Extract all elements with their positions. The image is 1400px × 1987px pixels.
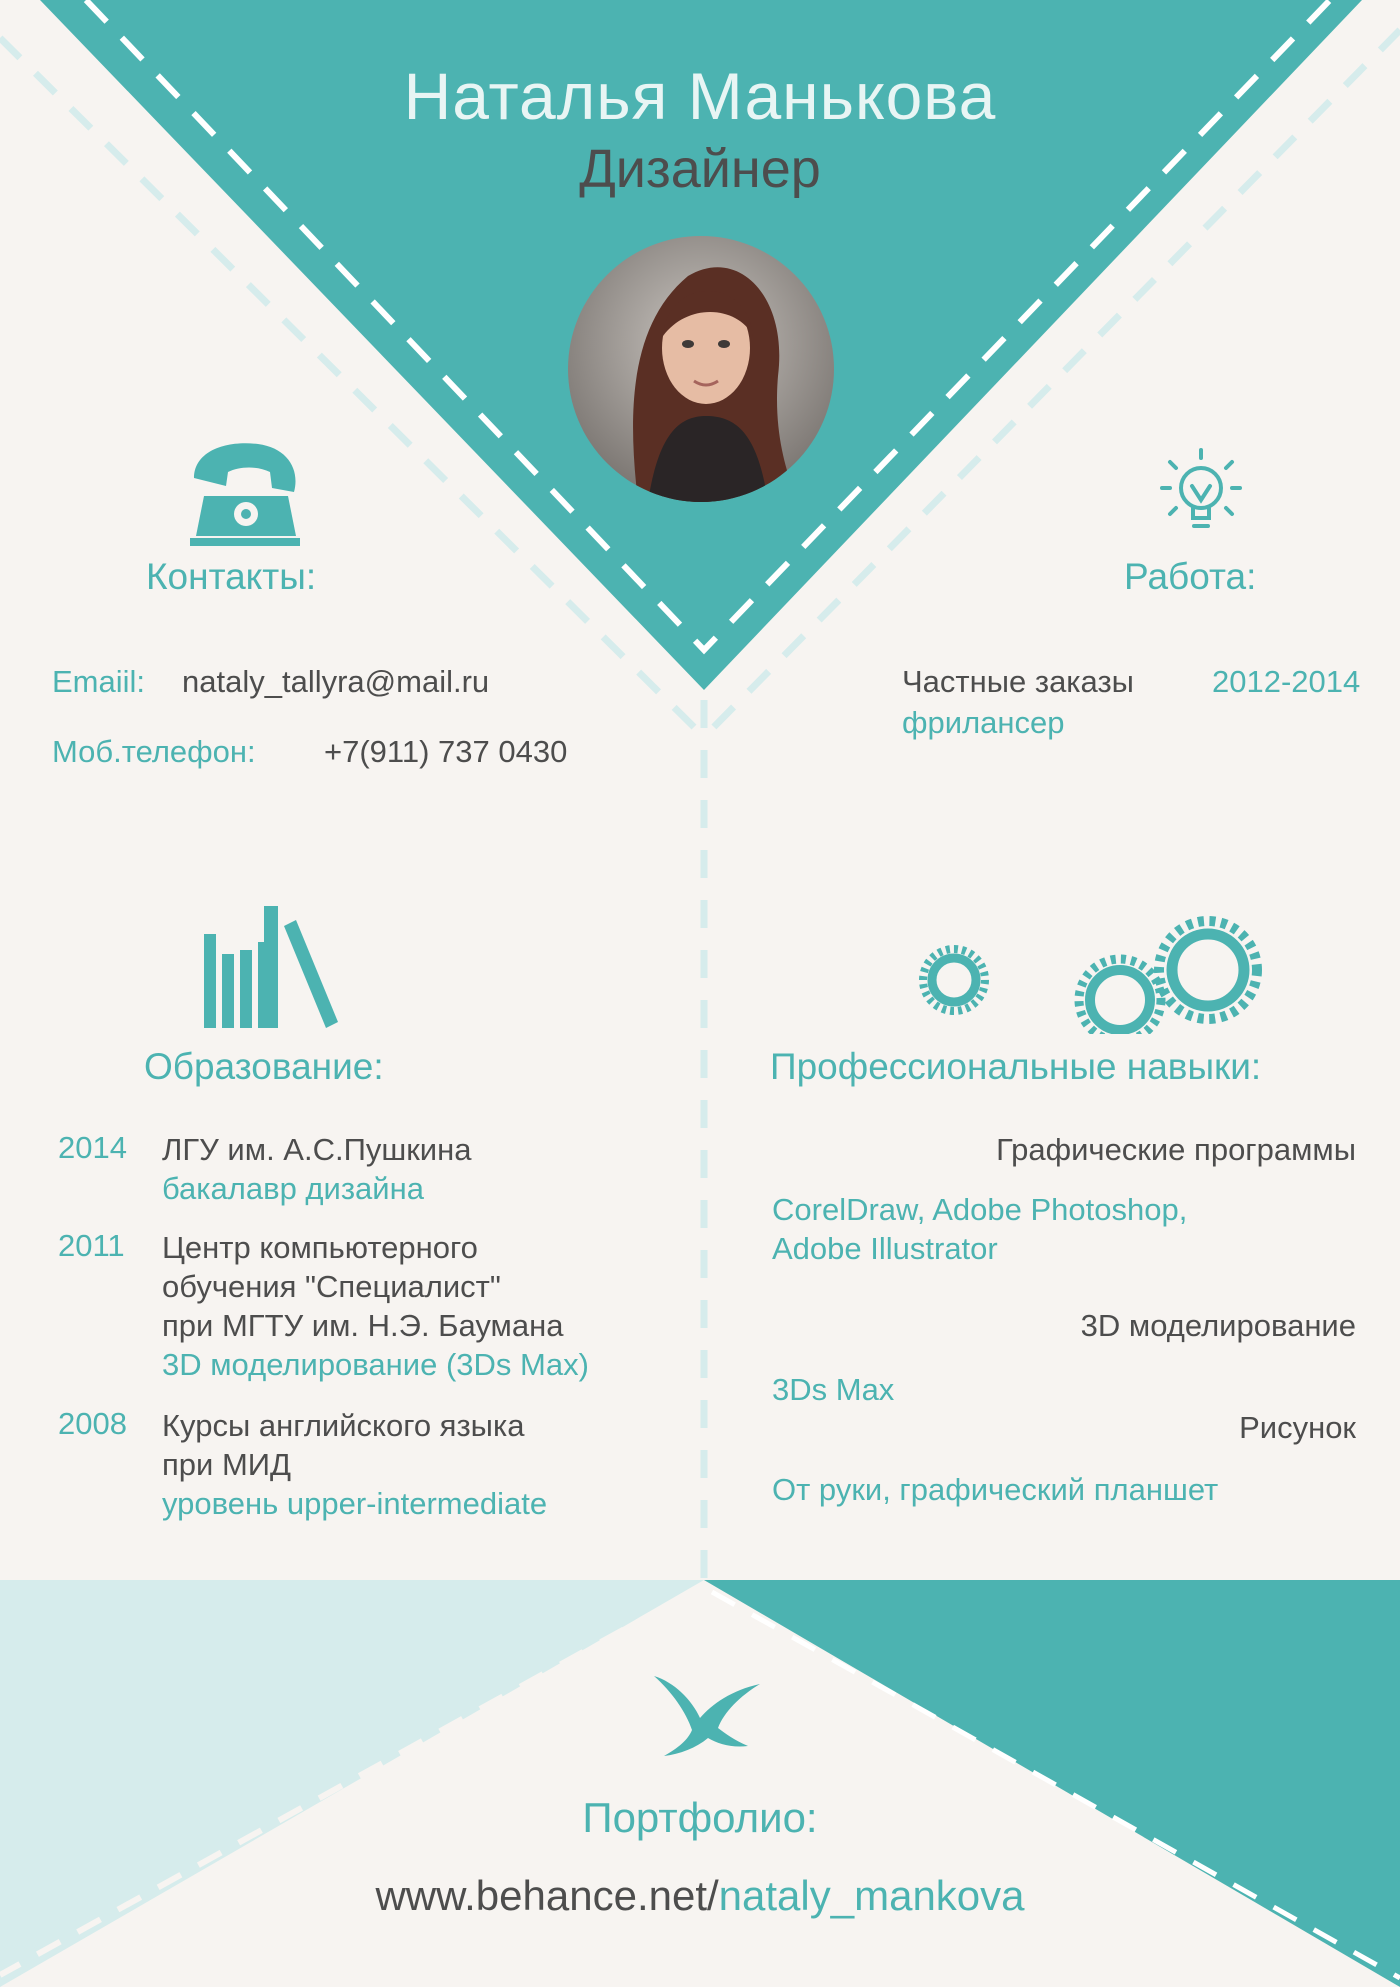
skills-heading: Профессиональные навыки: bbox=[770, 1046, 1262, 1087]
skill-title: 3D моделирование bbox=[1080, 1308, 1356, 1343]
education-detail: уровень upper-intermediate bbox=[162, 1486, 548, 1521]
skill-value: 3Ds Max bbox=[772, 1372, 895, 1407]
job-role: фрилансер bbox=[902, 705, 1065, 740]
job-years: 2012-2014 bbox=[1212, 664, 1361, 699]
portfolio-url-handle: nataly_mankova bbox=[718, 1872, 1025, 1919]
education-institution-line: при МГТУ им. Н.Э. Баумана bbox=[162, 1308, 564, 1343]
phone-value[interactable]: +7(911) 737 0430 bbox=[324, 734, 568, 769]
profile-photo bbox=[568, 236, 834, 502]
person-name: Наталья Манькова bbox=[403, 59, 997, 133]
portfolio-heading: Портфолио: bbox=[582, 1794, 818, 1841]
telephone-icon bbox=[188, 440, 304, 548]
education-detail: бакалавр дизайна bbox=[162, 1171, 424, 1206]
portfolio-url-prefix: www.behance.net/ bbox=[375, 1872, 719, 1919]
work-heading: Работа: bbox=[1124, 556, 1257, 597]
email-label: Emaiil: bbox=[52, 664, 146, 699]
skill-value: От руки, графический планшет bbox=[772, 1472, 1219, 1507]
education-item bbox=[58, 1406, 678, 1526]
education-item bbox=[58, 1130, 678, 1210]
education-year: 2011 bbox=[58, 1228, 125, 1263]
lightbulb-icon bbox=[1156, 444, 1246, 540]
education-institution-line: Центр компьютерного bbox=[162, 1230, 478, 1265]
education-institution-line: ЛГУ им. А.С.Пушкина bbox=[162, 1132, 472, 1167]
skill-title: Рисунок bbox=[1239, 1410, 1356, 1445]
skill-value: CorelDraw, Adobe Photoshop, Adobe Illustrator bbox=[772, 1192, 1188, 1266]
swallow-bird-icon bbox=[652, 1670, 762, 1760]
books-icon bbox=[200, 904, 340, 1030]
education-item bbox=[58, 1228, 678, 1388]
phone-label: Моб.телефон: bbox=[52, 734, 256, 769]
job-role-title: Дизайнер bbox=[579, 139, 821, 199]
education-detail: 3D моделирование (3Ds Max) bbox=[162, 1347, 589, 1382]
portfolio-link[interactable] bbox=[0, 1872, 1400, 1920]
education-institution-line: Курсы английского языка bbox=[162, 1408, 525, 1443]
education-heading: Образование: bbox=[144, 1046, 384, 1087]
education-institution-line: при МИД bbox=[162, 1447, 292, 1482]
contacts-heading: Контакты: bbox=[146, 556, 317, 597]
education-year: 2014 bbox=[58, 1130, 127, 1165]
education-year: 2008 bbox=[58, 1406, 127, 1441]
job-title: Частные заказы bbox=[902, 664, 1134, 699]
skill-title: Графические программы bbox=[996, 1132, 1356, 1167]
email-value[interactable]: nataly_tallyra@mail.ru bbox=[182, 664, 490, 699]
education-institution-line: обучения "Специалист" bbox=[162, 1269, 501, 1304]
gears-icon bbox=[914, 908, 1276, 1034]
